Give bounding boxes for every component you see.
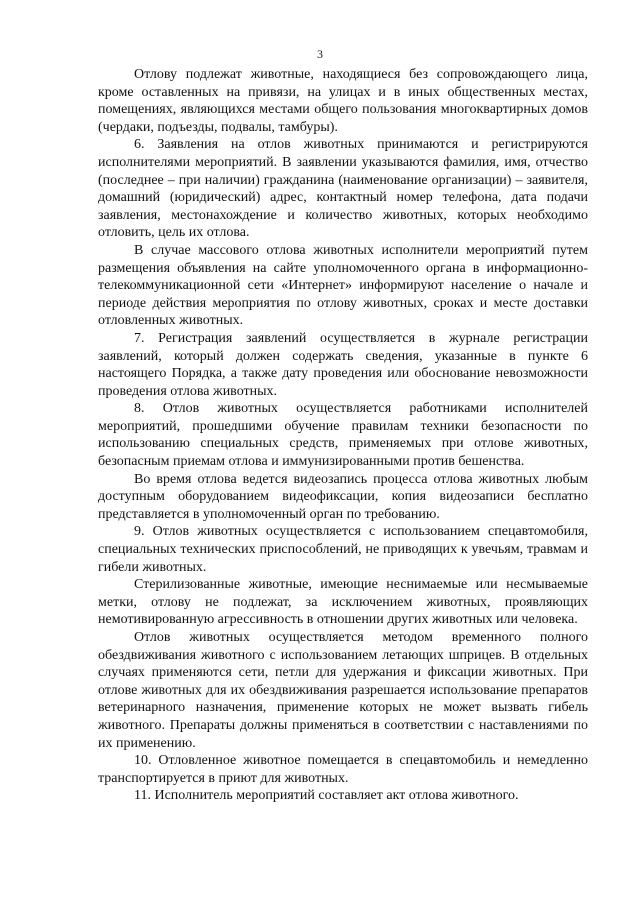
paragraph-item-11-act: 11. Исполнитель мероприятий составляет акт отлова животного. — [134, 788, 519, 804]
paragraph-video-recording: Во время отлова ведется видеозапись процесса отлова животных любым доступным оборудованием видеофиксации, копия видеозаписи бесплатно представляется в уполномоченный орган по требованию. — [98, 471, 588, 522]
paragraph-item-10-transport: 10. Отловленное животное помещается в спецавтомобиль и немедленно транспортируется в приют для животных. — [98, 753, 588, 786]
paragraph-item-8-staff: 8. Отлов животных осуществляется работниками исполнителей мероприятий, прошедшими обучение правилам техники безопасности по использованию специальных средств, применяемых при отлове животных, безопасным приемам отлова и иммунизированными против бешенства. — [98, 401, 588, 470]
paragraph-item-9-equipment: 9. Отлов животных осуществляется с использованием спецавтомобиля, специальных технических приспособлений, не приводящих к увечьям, травмам и гибели животных. — [98, 524, 588, 575]
paragraph-item-7-registration: 7. Регистрация заявлений осуществляется в журнале регистрации заявлений, который должен содержать сведения, указанные в пункте 6 настоящего Порядка, а также дату проведения или обоснование невозможности проведения отлова животных. — [98, 330, 588, 399]
paragraph-stray-animals: Отлову подлежат животные, находящиеся без сопровождающего лица, кроме оставленных на привязи, на улицах и в иных общественных местах, помещениях, являющихся местами общего пользования многоквартирных домов (чердаки, подъезды, подвалы, тамбуры). — [98, 67, 588, 135]
page-number: 3 — [317, 47, 323, 61]
paragraph-item-6-applications: 6. Заявления на отлов животных принимаются и регистрируются исполнителями мероприятий. В заявлении указываются фамилия, имя, отчество (последнее – при наличии) гражданина (наименование организации) – заявителя, домашний (юридический) адрес, контактный номер телефона, дата подачи заявления, местонахождение и количество животных, которых необходимо отловить, цель их отлова. — [98, 137, 588, 241]
paragraph-sterilized-animals: Стерилизованные животные, имеющие неснимаемые или несмываемые метки, отлову не подлежат, за исключением животных, проявляющих немотивированную агрессивность в отношении других животных или человека. — [98, 577, 588, 628]
document-body — [98, 66, 588, 805]
paragraph-immobilization-method: Отлов животных осуществляется методом временного полного обездвиживания животного с использованием летающих шприцев. В отдельных случаях применяются сети, петли для удержания и фиксации животных. При отлове животных для их обездвиживания разрешается использование препаратов ветеринарного назначения, применение которых не может вызвать гибель животного. Препараты должны применяться в соответствии с наставлениями по их применению. — [98, 630, 588, 751]
paragraph-mass-capture-notice: В случае массового отлова животных исполнители мероприятий путем размещения объявления на сайте уполномоченного органа в информационно-телекоммуникационной сети «Интернет» информируют население о начале и периоде действия мероприятия по отлову животных, сроках и месте доставки отловленных животных. — [98, 242, 588, 329]
